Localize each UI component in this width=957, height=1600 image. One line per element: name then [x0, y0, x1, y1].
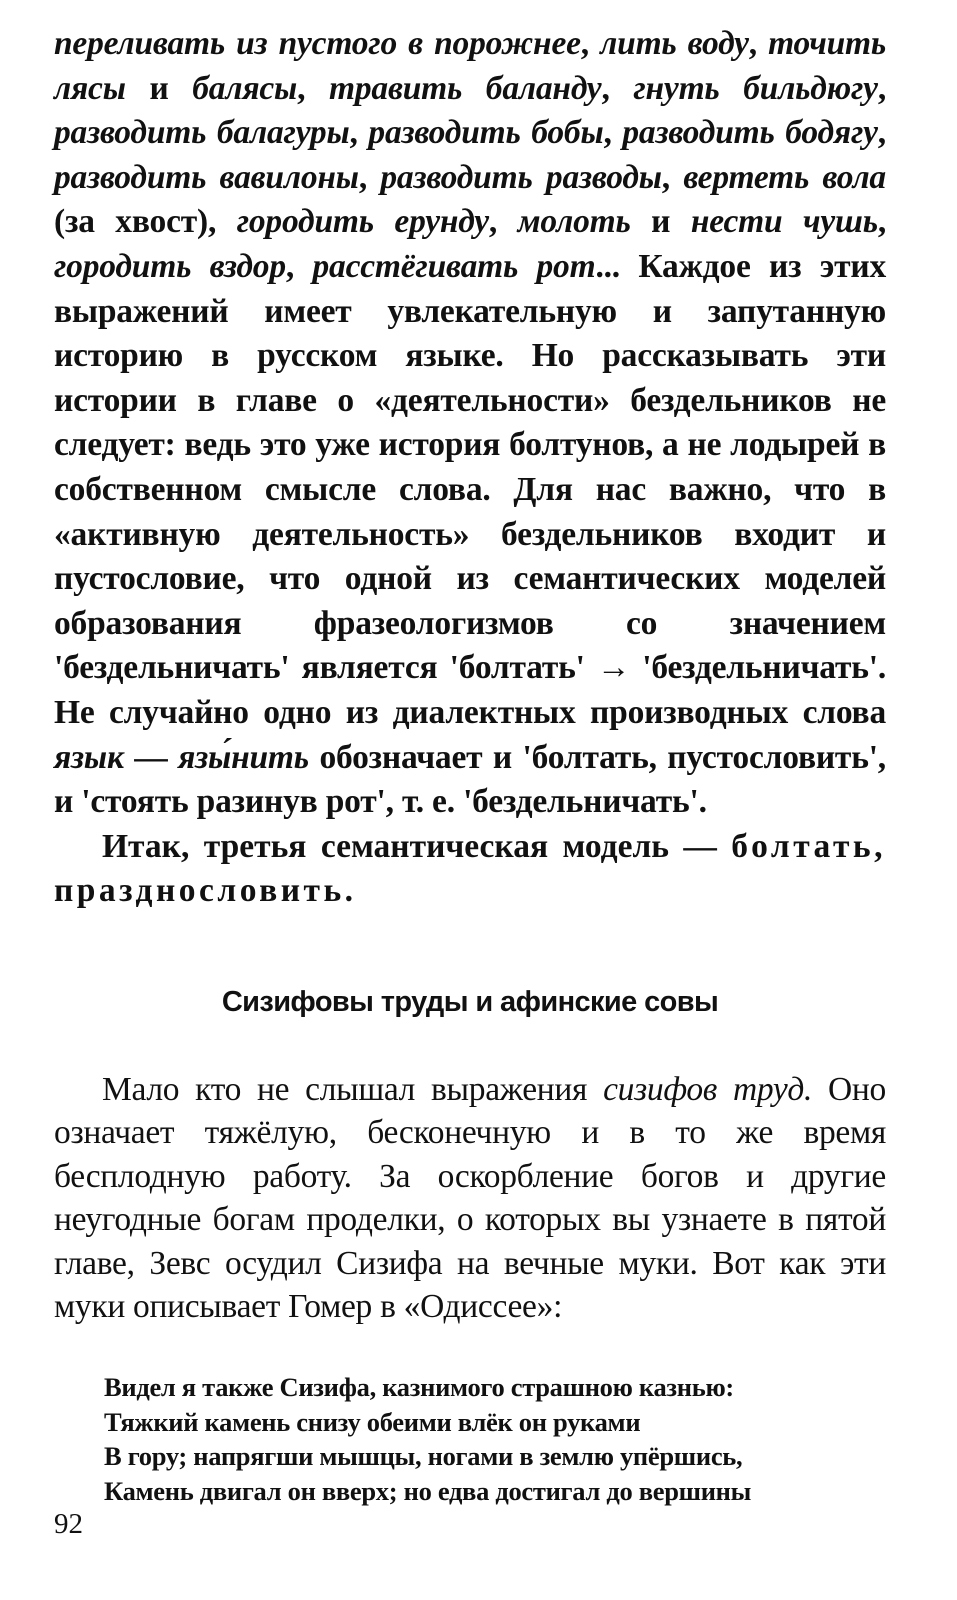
text-run: , — [297, 69, 329, 107]
text-run: , — [877, 203, 887, 241]
text-run: — — [123, 738, 179, 776]
idiom-phrase: язык — [54, 738, 124, 776]
text-run: , — [877, 114, 886, 152]
section-heading: Сизифовы труды и афинские совы — [221, 985, 719, 1018]
idiom-phrase: городить ерунду — [236, 203, 489, 241]
poem-line: Видел я также Сизифа, казнимого страшною казнью: — [104, 1372, 734, 1403]
idiom-phrase: молоть — [517, 203, 631, 241]
text-run: ... Каждое из этих выражений имеет увлекательную и запутанную историю в русском языке. Но рассказывать эти истории в главе о «деятельности» бездельников не следует: ведь это уже история болтунов, а не лодырей в собственном смысле слова. Для нас важно, что в «активную деятельность» бездельников входит и пустословие, что одной из семантических моделей образования фразеологизмов со значением 'бездельничать' является 'болтать' → 'бездельничать'. Не случайно одно из диалектных производных слова — [54, 247, 887, 731]
poem-line: Камень двигал он вверх; но едва достигал до вершины — [104, 1475, 752, 1506]
sisyphus-text-start: Мало кто не слышал выражения — [102, 1070, 604, 1108]
text-run: , — [601, 69, 634, 107]
idiom-phrase: переливать из пустого в порожнее — [54, 25, 581, 62]
idiom-phrase: вертеть вола — [683, 158, 886, 196]
homer-quote — [104, 1370, 886, 1508]
text-run: , — [285, 247, 313, 285]
poem-line: В гору; напрягши мышцы, ногами в землю упёршись, — [104, 1441, 743, 1472]
paragraph-idioms — [54, 22, 886, 825]
text-run: и — [630, 203, 691, 241]
text-run: (за хвост), — [54, 203, 237, 241]
text-run: , — [661, 158, 684, 196]
sisyphus-idiom: сизифов труд. — [603, 1070, 813, 1108]
poem-line: Тяжкий камень снизу обеими влёк он руками — [104, 1406, 641, 1437]
idiom-phrase: балясы — [192, 69, 298, 107]
idiom-phrase: разводить вавилоны — [54, 158, 359, 196]
conclusion-model: болтать, празднословить. — [54, 827, 886, 910]
idiom-phrase: разводить бобы — [368, 114, 604, 152]
idiom-phrase: городить вздор — [54, 247, 286, 285]
paragraph-sisyphus — [54, 1068, 886, 1328]
text-run: , — [488, 203, 518, 241]
text-run: , — [349, 114, 369, 152]
idiom-phrase: травить баланду — [328, 69, 602, 107]
idiom-phrase: разводить балагуры — [54, 114, 350, 152]
text-run: и — [125, 69, 193, 107]
page-body — [54, 22, 886, 1508]
text-run: , — [358, 158, 381, 196]
idiom-phrase: язы́нить — [178, 738, 309, 776]
idiom-phrase: гнуть бильдюгу — [633, 69, 878, 107]
text-run: , — [603, 114, 623, 152]
idiom-phrase: точить лясы — [54, 25, 887, 107]
text-run: , — [877, 69, 886, 107]
sisyphus-text-rest: Оно означает тяжёлую, бесконечную и в то же время бесплодную работу. За оскорбление богов и другие неугодные богам проделки, о которых вы узнаете в пятой главе, Зевс осудил Сизифа на вечные муки. Вот как эти муки описывает Гомер в «Одиссее»: — [54, 1070, 887, 1325]
text-run: , — [748, 25, 769, 62]
conclusion-lead: Итак, третья семантическая модель — — [102, 827, 732, 865]
text-run: , — [580, 25, 601, 62]
page-number: 92 — [54, 1508, 83, 1540]
idiom-phrase: разводить разводы — [380, 158, 662, 196]
idiom-phrase: расстёгивать рот — [312, 247, 596, 285]
idiom-phrase: нести чушь — [690, 203, 878, 241]
text-run: обозначает и 'болтать, пустословить', и 'стоять разинув рот', т. е. 'бездельничать'. — [54, 738, 886, 821]
idiom-phrase: лить воду — [600, 25, 749, 62]
idiom-phrase: разводить бодягу — [622, 114, 878, 152]
paragraph-conclusion — [54, 825, 886, 914]
